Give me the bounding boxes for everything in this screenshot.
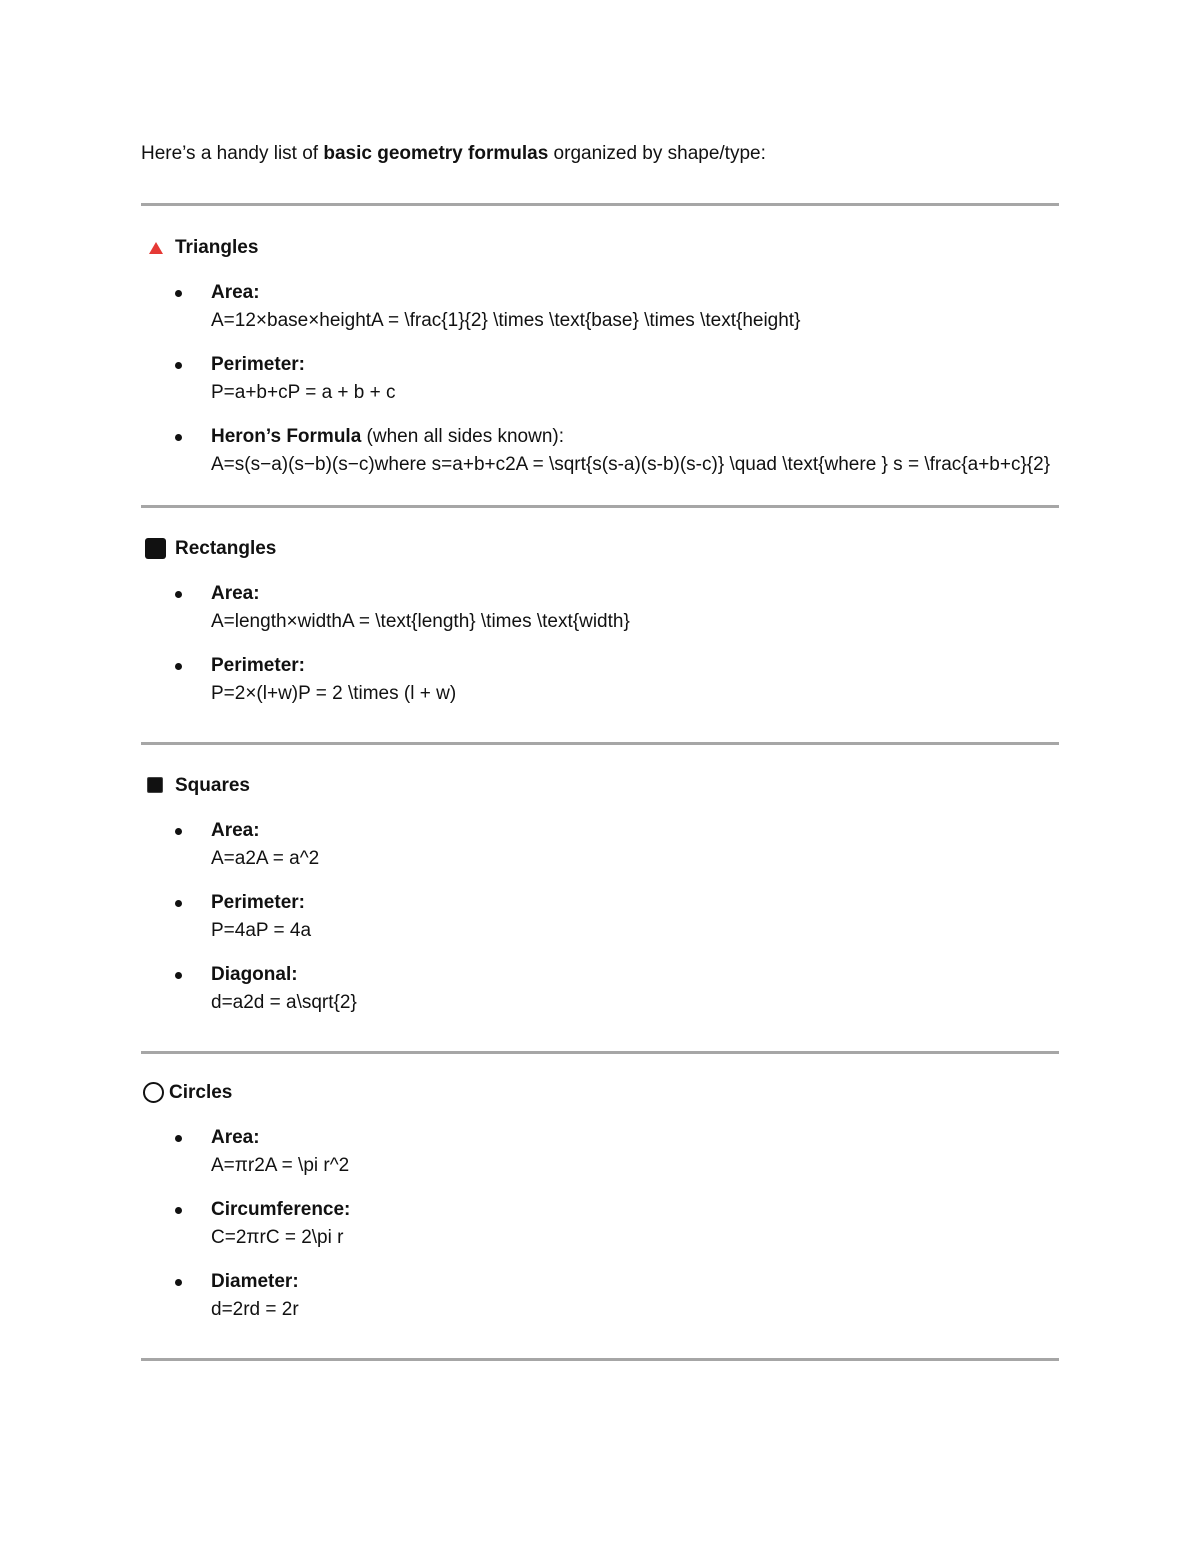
list-item [141,652,1059,708]
intro-bold: basic geometry formulas [323,143,549,164]
formula-list-circles [141,1124,1059,1324]
section-heading-circles [141,1078,1059,1108]
list-item [141,817,1059,873]
formula-text: A=length×widthA = \text{length} \times \text{width} [211,611,630,632]
item-note: (when all sides known): [361,426,565,447]
section-title: Rectangles [175,538,277,559]
bullet-icon [175,362,182,369]
bullet-icon [175,591,182,598]
intro-paragraph [141,140,1059,170]
item-label: Perimeter: [211,655,305,676]
formula-text: C=2πrC = 2\pi r [211,1227,344,1248]
item-label: Circumference: [211,1199,351,1220]
document-page [141,140,1059,1361]
section-divider [141,1358,1059,1361]
black-square-icon [141,535,169,563]
section-title: Circles [169,1082,233,1103]
list-item [141,279,1059,335]
bullet-icon [175,900,182,907]
formula-list-rectangles [141,580,1059,708]
black-small-square-icon [141,772,169,800]
section-title: Triangles [175,237,259,258]
item-label: Area: [211,820,260,841]
item-label: Area: [211,282,260,303]
bullet-icon [175,290,182,297]
item-label: Perimeter: [211,354,305,375]
formula-text: A=s(s−a)(s−b)(s−c)where s=a+b+c2A = \sqrt{s(s-a)(s-b)(s-c)} \quad \text{where } s = \frac{a+b+c}{2} [211,454,1051,475]
circle-outline-icon [141,1079,165,1107]
item-label: Perimeter: [211,892,305,913]
section-heading-squares [141,771,1059,801]
item-label: Diagonal: [211,964,298,985]
intro-suffix: organized by shape/type: [548,143,766,164]
intro-prefix: Here’s a handy list of [141,143,324,164]
list-item [141,1196,1059,1252]
bullet-icon [175,828,182,835]
bullet-icon [175,434,182,441]
formula-text: A=πr2A = \pi r^2 [211,1155,350,1176]
formula-list-squares [141,817,1059,1017]
list-item [141,889,1059,945]
bullet-icon [175,972,182,979]
formula-text: A=a2A = a^2 [211,848,320,869]
bullet-icon [175,663,182,670]
section-title: Squares [175,775,250,796]
formula-text: P=4aP = 4a [211,920,312,941]
list-item [141,1124,1059,1180]
formula-list-triangles [141,279,1059,479]
list-item [141,423,1059,479]
formula-text: P=a+b+cP = a + b + c [211,382,396,403]
formula-text: d=2rd = 2r [211,1299,299,1320]
formula-text: d=a2d = a\sqrt{2} [211,992,357,1013]
bullet-icon [175,1135,182,1142]
list-item [141,580,1059,636]
item-label: Area: [211,583,260,604]
item-label: Heron’s Formula [211,426,362,447]
list-item [141,961,1059,1017]
formula-text: P=2×(l+w)P = 2 \times (l + w) [211,683,457,704]
section-heading-rectangles [141,534,1059,564]
list-item [141,351,1059,407]
red-triangle-icon [141,234,169,262]
formula-text: A=12×base×heightA = \frac{1}{2} \times \text{base} \times \text{height} [211,310,801,331]
item-label: Area: [211,1127,260,1148]
item-label: Diameter: [211,1271,299,1292]
list-item [141,1268,1059,1324]
bullet-icon [175,1279,182,1286]
bullet-icon [175,1207,182,1214]
section-heading-triangles [141,233,1059,263]
